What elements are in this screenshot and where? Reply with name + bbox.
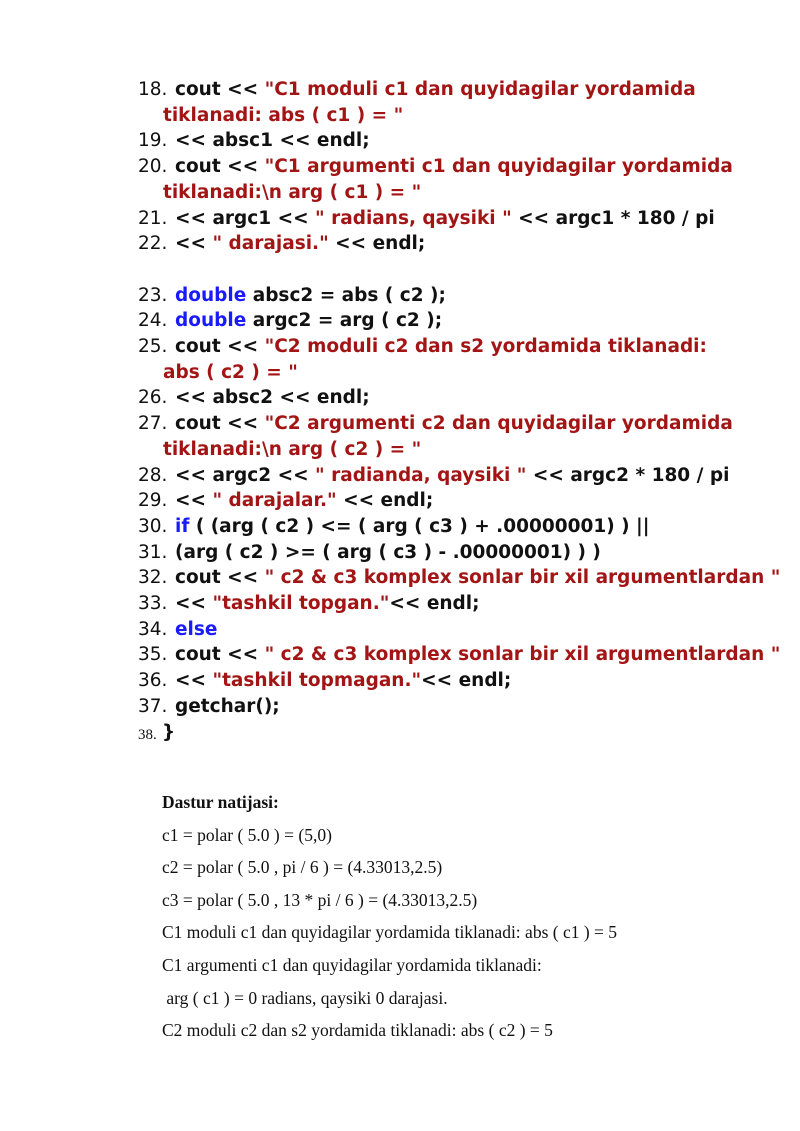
string-literal: " darajasi."	[212, 233, 329, 255]
code-token: << absc1 << endl;	[175, 130, 370, 152]
line-number: 31.	[138, 541, 168, 563]
code-token: ( (arg ( c2 ) <= ( arg ( c3 ) + .00000001) ) ||	[189, 515, 650, 537]
code-token: << argc1 * 180 / pi	[511, 207, 715, 229]
code-token: << endl;	[389, 593, 480, 615]
program-output	[162, 786, 762, 1047]
code-line	[138, 720, 748, 746]
code-line	[138, 617, 748, 643]
string-literal: " radianda, qaysiki "	[315, 464, 527, 486]
code-token: (arg ( c2 ) >= ( arg ( c3 ) - .00000001) ) )	[175, 541, 601, 563]
code-line	[138, 668, 748, 694]
code-listing	[138, 77, 781, 745]
code-text	[163, 336, 707, 383]
code-token: cout <<	[175, 413, 265, 435]
code-token: }	[162, 721, 176, 743]
code-text	[175, 387, 370, 408]
code-text	[175, 233, 425, 254]
string-literal: " radians, qaysiki "	[315, 207, 512, 229]
line-number: 18.	[138, 79, 168, 100]
code-token: <<	[175, 593, 213, 615]
code-line	[138, 77, 748, 128]
output-line: C1 argumenti c1 dan quyidagilar yordamida tiklanadi:	[162, 954, 542, 975]
code-text	[175, 208, 715, 229]
output-title: Dastur natijasi:	[162, 792, 279, 812]
string-literal: "tashkil topgan."	[212, 593, 390, 615]
code-text	[175, 619, 217, 640]
line-number: 28.	[138, 464, 168, 486]
code-line	[138, 334, 748, 385]
string-literal: "tashkil topmagan."	[212, 670, 422, 692]
code-text	[163, 413, 733, 460]
blank-line	[138, 257, 748, 283]
code-line	[138, 642, 781, 668]
code-text	[175, 670, 511, 691]
code-text	[175, 593, 480, 614]
line-number: 32.	[138, 567, 168, 589]
code-line	[138, 154, 748, 205]
code-text	[175, 516, 650, 537]
output-lines	[162, 819, 762, 1047]
line-number: 25.	[138, 336, 168, 358]
keyword: double	[175, 284, 247, 306]
string-literal: "C2 argumenti c2 dan quyidagilar yordamida tiklanadi:\n arg ( c2 ) = "	[163, 413, 733, 460]
keyword: else	[175, 618, 218, 640]
output-line: c2 = polar ( 5.0 , pi / 6 ) = (4.33013,2.5)	[162, 857, 443, 878]
code-token: << argc1 <<	[175, 207, 316, 229]
string-literal: " c2 & c3 komplex sonlar bir xil argumentlardan "	[264, 644, 781, 666]
code-text	[175, 644, 780, 665]
code-token: << argc2 <<	[175, 464, 316, 486]
string-literal: "C2 moduli c2 dan s2 yordamida tiklanadi: abs ( c2 ) = "	[163, 336, 707, 383]
code-text	[175, 542, 601, 563]
line-number: 36.	[138, 670, 168, 692]
output-line: c1 = polar ( 5.0 ) = (5,0)	[162, 824, 332, 845]
code-token: cout <<	[175, 644, 265, 666]
output-line: C1 moduli c1 dan quyidagilar yordamida tiklanadi: abs ( c1 ) = 5	[162, 922, 618, 943]
code-token: cout <<	[175, 156, 265, 178]
keyword: double	[175, 310, 247, 332]
line-number: 38.	[138, 726, 157, 743]
line-number: 37.	[138, 695, 168, 717]
code-token: cout <<	[175, 79, 265, 100]
code-token: <<	[175, 490, 213, 512]
code-line	[138, 463, 748, 489]
code-token: cout <<	[175, 567, 265, 589]
output-line: c3 = polar ( 5.0 , 13 * pi / 6 ) = (4.33013,2.5)	[162, 889, 478, 910]
code-text	[163, 79, 696, 126]
code-token: << absc2 << endl;	[175, 387, 370, 409]
code-token: <<	[175, 233, 213, 255]
line-number: 29.	[138, 490, 168, 512]
code-line	[138, 231, 748, 257]
code-line	[138, 411, 748, 462]
code-line	[138, 385, 748, 411]
line-number: 27.	[138, 413, 168, 435]
code-text	[175, 567, 780, 588]
line-number: 26.	[138, 387, 168, 409]
code-text	[175, 490, 433, 511]
line-number: 22.	[138, 233, 168, 255]
code-line	[138, 565, 781, 591]
line-number: 30.	[138, 515, 168, 537]
output-line: C2 moduli c2 dan s2 yordamida tiklanadi: abs ( c2 ) = 5	[162, 1020, 553, 1041]
code-token: getchar();	[175, 695, 280, 717]
keyword: if	[175, 515, 190, 537]
code-text	[175, 696, 280, 717]
code-token: << argc2 * 180 / pi	[526, 464, 730, 486]
code-line	[138, 206, 748, 232]
code-text	[162, 722, 175, 743]
line-number: 33.	[138, 593, 168, 615]
code-text	[175, 130, 370, 151]
code-token: << endl;	[328, 233, 426, 255]
code-line	[138, 128, 748, 154]
line-number: 34.	[138, 618, 168, 640]
string-literal: " c2 & c3 komplex sonlar bir xil argumentlardan "	[264, 567, 781, 589]
line-number: 24.	[138, 310, 168, 332]
code-line	[138, 488, 748, 514]
line-number: 23.	[138, 284, 168, 306]
string-literal: " darajalar."	[212, 490, 337, 512]
code-token: << endl;	[421, 670, 512, 692]
code-text	[175, 310, 442, 331]
code-token: <<	[175, 670, 213, 692]
string-literal: "C1 moduli c1 dan quyidagilar yordamida tiklanadi: abs ( c1 ) = "	[163, 79, 696, 126]
code-token: cout <<	[175, 336, 265, 358]
code-token: absc2 = abs ( c2 );	[246, 284, 446, 306]
line-number: 21.	[138, 207, 168, 229]
code-line	[138, 540, 748, 566]
code-token: << endl;	[336, 490, 434, 512]
code-line	[138, 514, 748, 540]
code-line	[138, 308, 748, 334]
string-literal: "C1 argumenti c1 dan quyidagilar yordamida tiklanadi:\n arg ( c1 ) = "	[163, 156, 733, 203]
line-number: 35.	[138, 644, 168, 666]
code-text	[175, 285, 446, 306]
code-line	[138, 694, 748, 720]
code-text	[175, 465, 729, 486]
code-text	[163, 156, 733, 203]
code-token: argc2 = arg ( c2 );	[246, 310, 443, 332]
line-number: 19.	[138, 130, 168, 152]
code-line	[138, 591, 748, 617]
output-line: arg ( c1 ) = 0 radians, qaysiki 0 darajasi.	[162, 987, 448, 1008]
line-number: 20.	[138, 156, 168, 178]
code-line	[138, 283, 748, 309]
